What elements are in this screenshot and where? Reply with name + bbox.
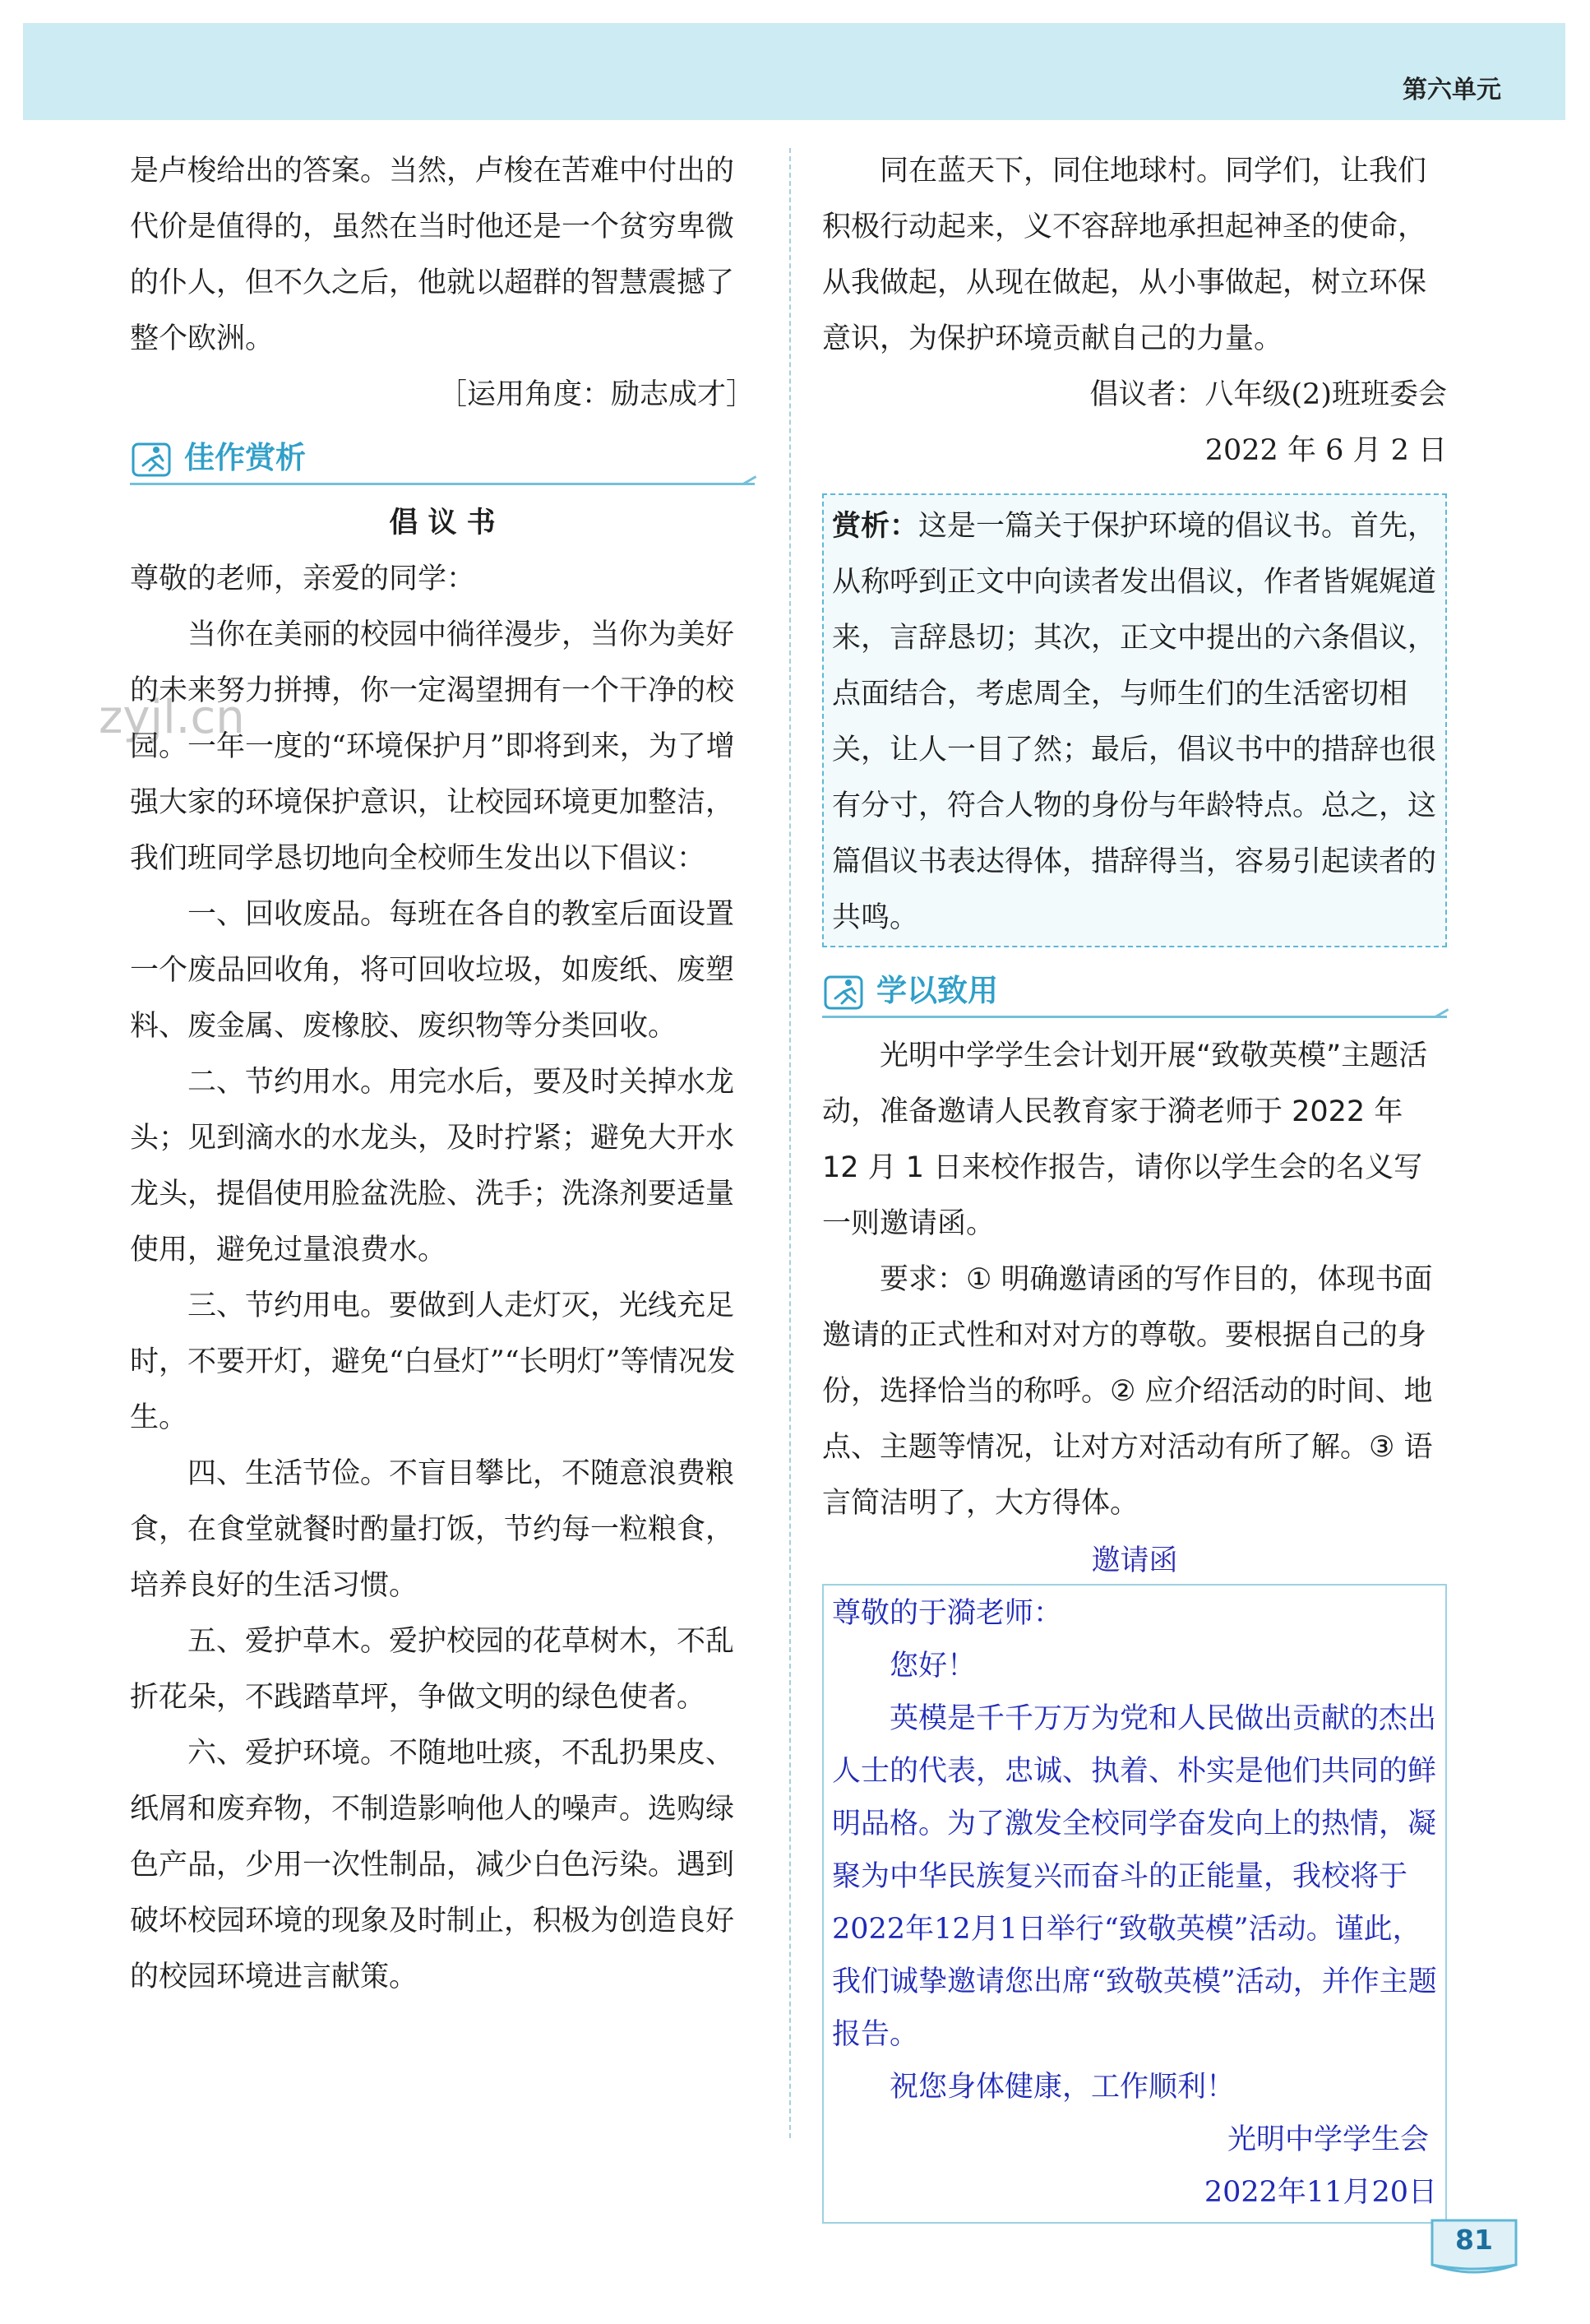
invitation-signer: 光明中学学生会 [1227,2123,1429,2156]
section-heading-practice [822,962,1447,1023]
analysis-box [822,493,1447,947]
header-band [23,23,1565,120]
paragraph: 二、节约用水。用完水后，要及时关掉水龙头；见到滴水的水龙头，及时拧紧；避免大开水龙头，提倡使用脸盆洗脸、洗手；洗涤剂要适量使用，避免过量浪费水。 [130,1066,735,1266]
salutation: 尊敬的老师，亲爱的同学： [130,562,476,595]
analysis-text: 这是一篇关于保护环境的倡议书。首先，从称呼到正文中向读者发出倡议，作者皆娓娓道来，言辞恳切；其次，正文中提出的六条倡议，点面结合，考虑周全，与师生们的生活密切相关，让人一目了然；最后，倡议书中的措辞也很有分寸，符合人物的身份与年龄特点。总之，这篇倡议书表达得体，措辞得当，容易引起读者的共鸣。 [832,510,1437,934]
paragraph: 一、回收废品。每班在各自的教室后面设置一个废品回收角，将可回收垃圾，如废纸、废塑料、废金属、废橡胶、废织物等分类回收。 [130,898,735,1043]
paragraph: 当你在美丽的校园中徜徉漫步，当你为美好的未来努力拼搏，你一定渴望拥有一个干净的校园。一年一度的“环境保护月”即将到来，为了增强大家的环境保护意识，让校园环境更加整洁，我们班同学恳切地向全校师生发出以下倡议： [130,618,735,875]
section-heading-appreciation [130,429,755,490]
unit-label: 第六单元 [1403,76,1501,104]
section-title: 学以致用 [876,973,998,1008]
intro-text: 是卢梭给出的答案。当然，卢梭在苦难中付出的代价是值得的，虽然在当时他还是一个贫穷卑微的仆人，但不久之后，他就以超群的智慧震撼了整个欧洲。 [130,155,735,355]
running-person-icon [132,441,173,479]
paragraph: 五、爱护草木。爱护校园的花草树木，不乱折花朵，不践踏草坪，争做文明的绿色使者。 [130,1625,735,1714]
page-number: 81 [1455,2224,1493,2256]
paragraph: 四、生活节俭。不盲目攀比，不随意浪费粮食，在食堂就餐时酌量打饭，节约每一粒粮食，培养良好的生活习惯。 [130,1457,735,1602]
proposal-date: 2022 年 6 月 2 日 [1204,434,1447,467]
usage-note: ［运用角度：励志成才］ [437,378,755,411]
proposal-signer: 倡议者：八年级(2)班班委会 [1089,378,1447,411]
heading-underline [130,483,755,485]
invitation-box [822,1584,1447,2224]
requirements-text: 要求：① 明确邀请函的写作目的，体现书面邀请的正式性和对对方的尊敬。要根据自己的身份，选择恰当的称呼。② 应介绍活动的时间、地点、主题等情况，让对方对活动有所了解。③ 语言简洁明了，大方得体。 [822,1263,1433,1520]
task-text: 光明中学学生会计划开展“致敬英模”主题活动，准备邀请人民教育家于漪老师于 2022 年 12 月 1 日来校作报告，请你以学生会的名义写一则邀请函。 [822,1039,1428,1240]
invitation-title: 邀请函 [1091,1544,1178,1577]
right-column [822,143,1447,2224]
running-person-icon [824,974,865,1012]
invitation-greeting: 您好！ [890,1650,977,1683]
analysis-label: 赏析： [832,510,919,543]
invitation-salutation: 尊敬的于漪老师： [832,1597,1063,1630]
paragraph: 六、爱护环境。不随地吐痰，不乱扔果皮、纸屑和废弃物，不制造影响他人的噪声。选购绿色产品，少用一次性制品，减少白色污染。遇到破坏校园环境的现象及时制止，积极为创造良好的校园环境进言献策。 [130,1737,735,1993]
watermark: zyjl.cn [99,691,245,744]
paragraph: 三、节约用电。要做到人走灯灭，光线充足时，不要开灯，避免“白昼灯”“长明灯”等情况发生。 [130,1289,736,1434]
heading-underline [822,1016,1447,1018]
doc-title: 倡 议 书 [389,507,496,539]
invitation-wish: 祝您身体健康，工作顺利！ [890,2071,1236,2104]
closing-paragraph: 同在蓝天下，同住地球村。同学们，让我们积极行动起来，义不容辞地承担起神圣的使命，从我做起，从现在做起，从小事做起，树立环保意识，为保护环境贡献自己的力量。 [822,155,1427,355]
section-title: 佳作赏析 [184,440,306,475]
invitation-date: 2022年11月20日 [1204,2176,1437,2209]
invitation-body: 英模是千千万万为党和人民做出贡献的杰出人士的代表，忠诚、执着、朴实是他们共同的鲜明品格。为了激发全校同学奋发向上的热情，凝聚为中华民族复兴而奋斗的正能量，我校将于2022年12月1日举行“致敬英模”活动。谨此，我们诚挚邀请您出席“致敬英模”活动，并作主题报告。 [832,1702,1437,2051]
column-divider [789,148,791,2138]
left-column [130,143,755,2005]
